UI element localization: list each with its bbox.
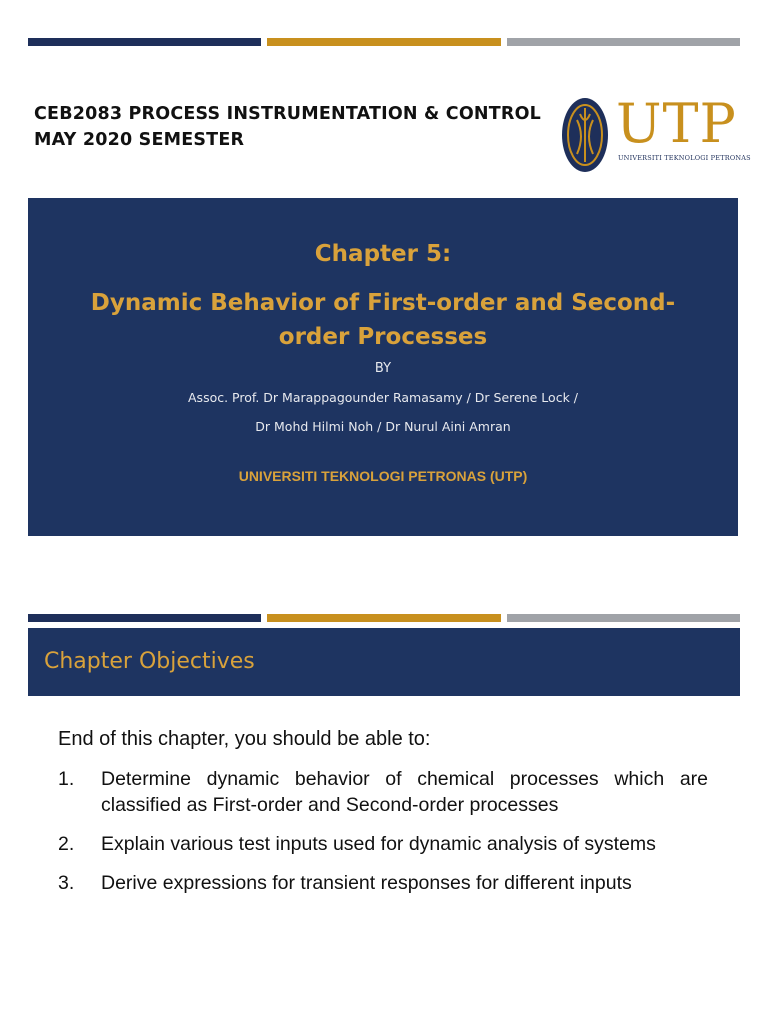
list-item-text: Explain various test inputs used for dynamic analysis of systems <box>101 833 656 855</box>
list-item-number: 1. <box>58 768 75 790</box>
list-item <box>58 870 708 896</box>
list-item-text: Determine dynamic behavior of chemical processes which are classified as First-order and Second-order processes <box>101 768 708 816</box>
authors-line-2: Dr Mohd Hilmi Noh / Dr Nurul Aini Amran <box>255 419 511 434</box>
stripe-navy <box>28 614 261 622</box>
by-label: BY <box>374 361 392 376</box>
course-title: CEB2083 PROCESS INSTRUMENTATION & CONTROL <box>34 104 542 124</box>
list-item-number: 2. <box>58 833 75 855</box>
semester-label: MAY 2020 SEMESTER <box>34 130 245 150</box>
stripe-grey <box>507 38 740 46</box>
chapter-number: Chapter 5: <box>314 241 452 267</box>
course-header <box>34 101 541 153</box>
logo-wordmark: UTP <box>616 92 737 155</box>
second-stripe-band <box>28 614 740 622</box>
list-item-number: 3. <box>58 872 75 894</box>
logo-subtitle: UNIVERSITI TEKNOLOGI PETRONAS <box>618 154 751 162</box>
title-panel <box>28 198 738 536</box>
authors-line-1: Assoc. Prof. Dr Marappagounder Ramasamy / Dr Serene Lock / <box>188 390 578 405</box>
stripe-gold <box>267 614 500 622</box>
stripe-grey <box>507 614 740 622</box>
objectives-intro: End of this chapter, you should be able to: <box>58 728 431 750</box>
top-stripe-band <box>28 38 740 46</box>
list-item <box>58 766 708 818</box>
utp-logo <box>560 92 751 178</box>
list-item <box>58 831 708 857</box>
chapter-title: Dynamic Behavior of First-order and Second-order Processes <box>90 290 676 350</box>
stripe-gold <box>267 38 500 46</box>
university-name: UNIVERSITI TEKNOLOGI PETRONAS (UTP) <box>238 468 528 484</box>
objectives-list <box>58 766 708 909</box>
stripe-navy <box>28 38 261 46</box>
list-item-text: Derive expressions for transient responses for different inputs <box>101 872 632 894</box>
objectives-heading: Chapter Objectives <box>44 649 255 674</box>
utp-emblem-icon <box>560 96 610 174</box>
objectives-header-bar <box>28 628 740 696</box>
